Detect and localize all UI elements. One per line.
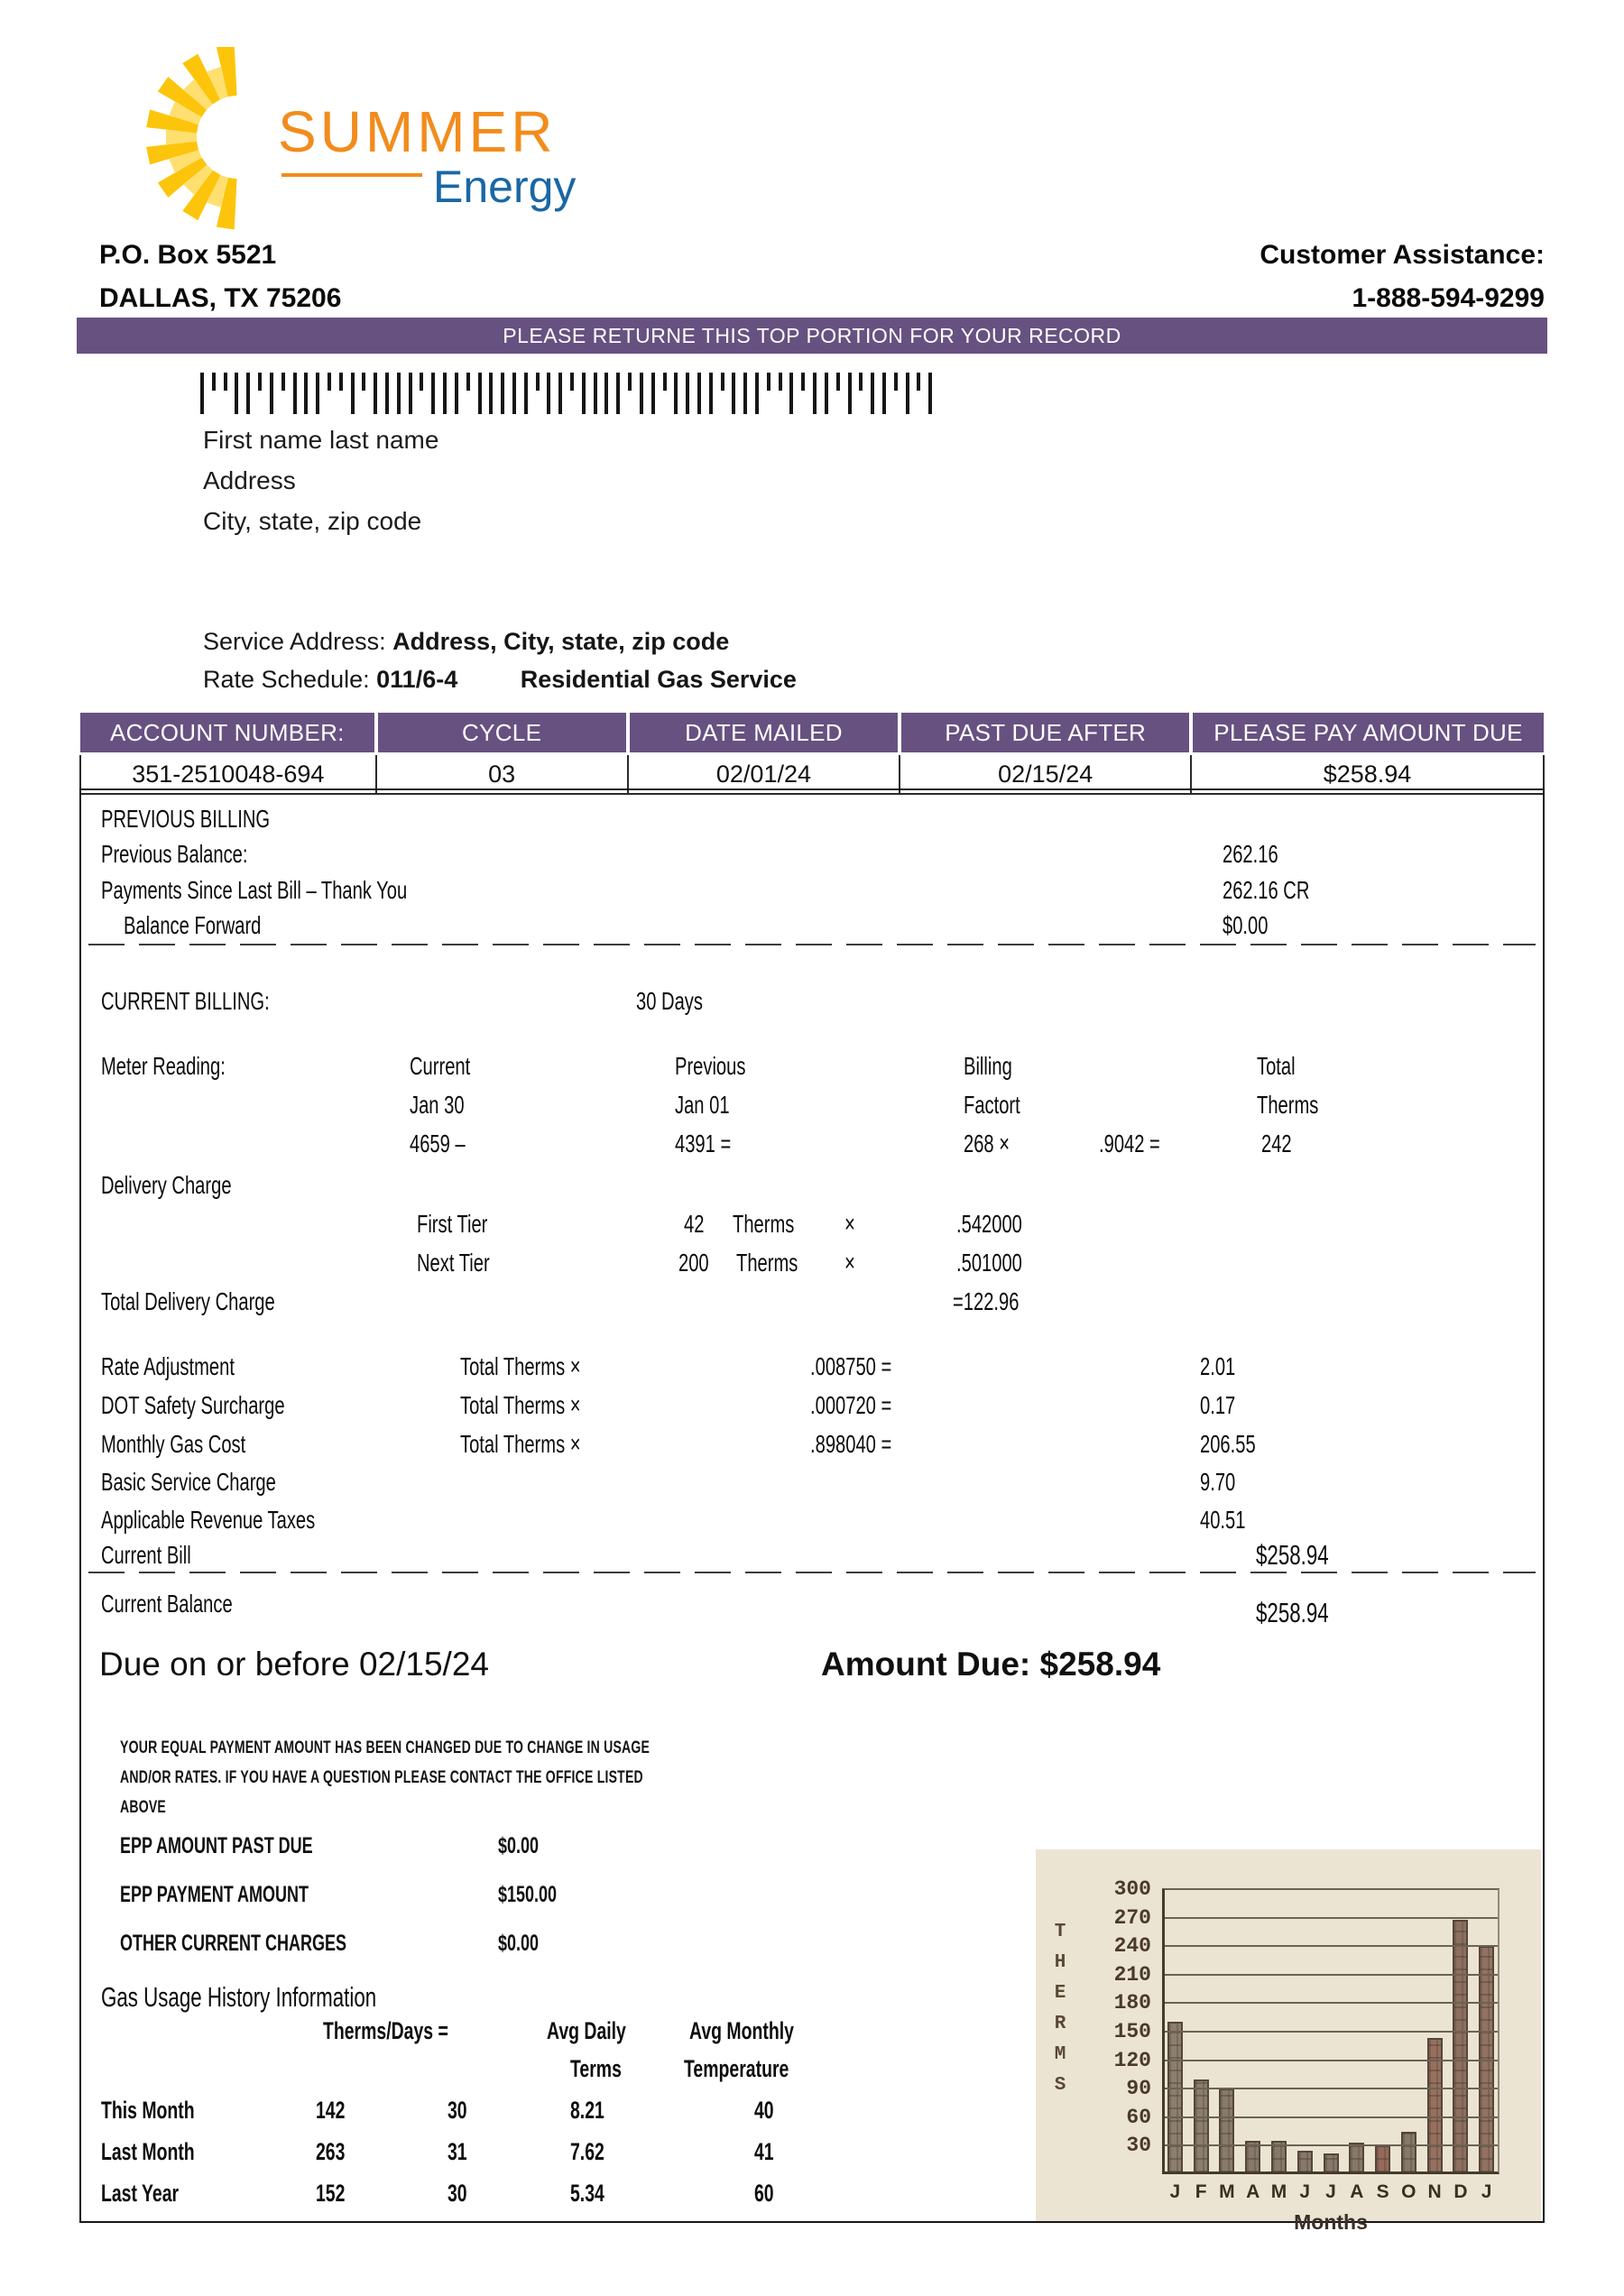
monthly-gas-rate: .898040 = xyxy=(810,1430,892,1458)
barcode-bar xyxy=(512,373,516,414)
summer-energy-logo xyxy=(101,47,588,236)
chart-bar xyxy=(1297,2151,1313,2174)
chart-gridline xyxy=(1162,1888,1499,1890)
x-tick-label: M xyxy=(1219,2181,1235,2202)
monthly-gas-label: Monthly Gas Cost xyxy=(101,1430,246,1458)
recipient-name: First name last name xyxy=(203,426,439,454)
barcode-bar xyxy=(443,373,447,414)
chart-bar xyxy=(1349,2143,1364,2174)
basic-service-label: Basic Service Charge xyxy=(101,1468,276,1496)
due-date-line: Due on or before 02/15/24 xyxy=(99,1646,489,1683)
y-tick-label: 120 xyxy=(1113,2048,1151,2072)
x-tick-label: J xyxy=(1169,2181,1181,2202)
previous-balance-label: Previous Balance: xyxy=(101,840,248,868)
barcode-bar xyxy=(328,373,331,391)
account-header-cycle: CYCLE xyxy=(376,713,628,754)
billing-usage-value: 268 × xyxy=(964,1130,1010,1157)
chart-bar xyxy=(1375,2145,1390,2174)
first-tier-times: × xyxy=(844,1210,855,1238)
rate-schedule-label: Rate Schedule: xyxy=(203,666,370,693)
section-divider xyxy=(88,1572,1536,1573)
barcode-bar xyxy=(594,373,597,414)
chart-gridline xyxy=(1162,2116,1499,2118)
barcode-bar xyxy=(281,373,285,391)
x-tick-label: J xyxy=(1325,2181,1336,2202)
amount-due: Amount Due: $258.94 xyxy=(821,1646,1161,1683)
chart-gridline xyxy=(1162,2088,1499,2089)
epp-notice-line: YOUR EQUAL PAYMENT AMOUNT HAS BEEN CHANGED DUE TO CHANGE IN USAGE xyxy=(120,1738,651,1757)
revenue-taxes-label: Applicable Revenue Taxes xyxy=(101,1506,316,1534)
meter-previous-date: Jan 01 xyxy=(675,1091,730,1119)
y-tick-label: 60 xyxy=(1126,2105,1151,2129)
revenue-taxes-amount: 40.51 xyxy=(1200,1506,1246,1534)
chart-gridline xyxy=(1162,1945,1499,1947)
x-tick-label: N xyxy=(1427,2181,1442,2202)
usage-chart xyxy=(1036,1849,1541,2234)
barcode-bar xyxy=(304,373,308,414)
barcode-bar xyxy=(743,373,747,414)
barcode-bar xyxy=(651,373,655,414)
y-tick-label: 90 xyxy=(1126,2077,1151,2101)
x-tick-label: F xyxy=(1195,2181,1207,2202)
usage-row-label: Last Month xyxy=(101,2138,195,2165)
balance-forward-amount: $0.00 xyxy=(1223,911,1269,939)
epp-past-due-label: EPP AMOUNT PAST DUE xyxy=(120,1833,313,1858)
monthly-gas-mult: Total Therms × xyxy=(460,1430,581,1458)
next-tier-unit: Therms xyxy=(736,1249,798,1277)
barcode-bar xyxy=(374,373,377,414)
barcode-bar xyxy=(732,373,735,414)
barcode-bar xyxy=(235,373,238,414)
barcode-bar xyxy=(640,373,643,414)
epp-notice-line: ABOVE xyxy=(120,1797,167,1817)
sun-rays-icon xyxy=(146,47,241,229)
account-value-date-mailed: 02/01/24 xyxy=(628,754,900,795)
y-tick-label: 150 xyxy=(1113,2020,1151,2043)
barcode-bar xyxy=(686,373,689,414)
current-bill-label: Current Bill xyxy=(101,1541,191,1569)
y-tick-label: 210 xyxy=(1113,1962,1151,1987)
y-axis-label-letter: S xyxy=(1054,2075,1066,2096)
dot-surcharge-mult: Total Therms × xyxy=(460,1391,581,1419)
barcode-bar xyxy=(409,373,412,414)
sender-po-box: P.O. Box 5521 xyxy=(99,240,277,270)
usage-row-avg-temp: 40 xyxy=(754,2097,774,2124)
epp-notice-line: AND/OR RATES. IF YOU HAVE A QUESTION PLEASE CONTACT THE OFFICE LISTED xyxy=(120,1767,643,1787)
col-total: Total xyxy=(1257,1052,1296,1080)
barcode-bar xyxy=(906,373,909,414)
brand-word-top: SUMMER xyxy=(278,99,557,164)
meter-current-value: 4659 – xyxy=(410,1130,466,1157)
chart-gridline xyxy=(1162,1917,1499,1919)
chart-bar xyxy=(1453,1920,1468,2174)
barcode-bar xyxy=(466,373,470,391)
usage-row-avg-daily: 8.21 xyxy=(570,2097,604,2124)
usage-header-terms: Terms xyxy=(570,2055,622,2082)
x-axis-label: Months xyxy=(1294,2210,1368,2234)
next-tier-times: × xyxy=(844,1249,855,1277)
x-tick-label: O xyxy=(1401,2181,1416,2202)
barcode-bar xyxy=(455,373,458,414)
account-header-amount-due: PLEASE PAY AMOUNT DUE xyxy=(1191,713,1544,754)
barcode xyxy=(200,373,933,416)
col-current: Current xyxy=(410,1052,471,1080)
barcode-bar xyxy=(604,373,608,414)
barcode-bar xyxy=(293,373,297,414)
account-value-number: 351-2510048-694 xyxy=(80,754,376,795)
total-therms-label: Therms xyxy=(1257,1091,1319,1119)
usage-row-days: 30 xyxy=(448,2180,467,2207)
usage-row-days: 30 xyxy=(448,2097,467,2124)
current-bill-amount: $258.94 xyxy=(1256,1539,1329,1571)
usage-row-avg-temp: 60 xyxy=(754,2180,774,2207)
total-delivery-value: =122.96 xyxy=(953,1287,1020,1315)
barcode-bar xyxy=(674,373,678,414)
first-tier-unit: Therms xyxy=(733,1210,795,1238)
dot-surcharge-rate: .000720 = xyxy=(810,1391,892,1419)
y-tick-label: 240 xyxy=(1113,1934,1151,1959)
previous-balance-amount: 262.16 xyxy=(1223,840,1278,868)
sender-city: DALLAS, TX 75206 xyxy=(99,283,342,313)
rate-adjustment-mult: Total Therms × xyxy=(460,1352,581,1380)
chart-bar xyxy=(1401,2132,1416,2174)
usage-row-avg-temp: 41 xyxy=(754,2138,774,2165)
rate-adjustment-label: Rate Adjustment xyxy=(101,1352,235,1380)
rate-adjustment-rate: .008750 = xyxy=(810,1352,892,1380)
y-axis-label-letter: M xyxy=(1054,2044,1066,2065)
billing-factor-label: Factort xyxy=(964,1091,1020,1119)
barcode-bar xyxy=(697,373,701,414)
chart-bar xyxy=(1194,2079,1209,2174)
barcode-bar xyxy=(663,373,667,391)
usage-header-avg-monthly: Avg Monthly xyxy=(689,2017,794,2044)
account-value-cycle: 03 xyxy=(376,754,628,795)
chart-gridline xyxy=(1162,2060,1499,2061)
barcode-bar xyxy=(246,373,250,414)
account-header-past-due: PAST DUE AFTER xyxy=(900,713,1191,754)
barcode-bar xyxy=(316,373,319,414)
usage-row-therms: 142 xyxy=(316,2097,346,2124)
barcode-bar xyxy=(558,373,562,414)
y-axis-label-letter: T xyxy=(1054,1922,1066,1942)
assistance-phone: 1-888-594-9299 xyxy=(1352,283,1545,313)
first-tier-rate: .542000 xyxy=(956,1210,1022,1238)
barcode-bar xyxy=(524,373,528,414)
recipient-city: City, state, zip code xyxy=(203,507,422,535)
barcode-bar xyxy=(351,373,355,414)
next-tier-rate: .501000 xyxy=(956,1249,1022,1277)
meter-reading-label: Meter Reading: xyxy=(101,1052,226,1080)
barcode-bar xyxy=(547,373,550,414)
payments-label: Payments Since Last Bill – Thank You xyxy=(101,876,408,904)
account-header-number: ACCOUNT NUMBER: xyxy=(80,713,376,754)
chart-bar xyxy=(1324,2153,1339,2174)
barcode-bar xyxy=(825,373,828,414)
usage-row-therms: 263 xyxy=(316,2138,346,2165)
epp-past-due-value: $0.00 xyxy=(498,1833,540,1858)
barcode-bar xyxy=(582,373,586,414)
previous-billing-title: PREVIOUS BILLING xyxy=(101,805,271,833)
first-tier-label: First Tier xyxy=(417,1210,488,1238)
service-address-value: Address, City, state, zip code xyxy=(392,628,730,655)
account-header-date-mailed: DATE MAILED xyxy=(628,713,900,754)
barcode-bar xyxy=(882,373,886,414)
chart-gridline xyxy=(1162,2144,1499,2146)
usage-header-avg-daily: Avg Daily xyxy=(547,2017,626,2044)
x-tick-label: A xyxy=(1350,2181,1364,2202)
rate-adjustment-amount: 2.01 xyxy=(1200,1352,1236,1380)
billing-factor-value: .9042 = xyxy=(1099,1130,1160,1157)
barcode-bar xyxy=(709,373,713,414)
barcode-bar xyxy=(224,373,227,391)
barcode-bar xyxy=(836,373,840,391)
usage-row-avg-daily: 5.34 xyxy=(570,2180,604,2207)
barcode-bar xyxy=(813,373,817,414)
barcode-bar xyxy=(917,373,920,391)
barcode-bar xyxy=(489,373,493,414)
billing-days: 30 Days xyxy=(636,987,703,1015)
y-axis-label-letter: E xyxy=(1054,1983,1066,2004)
total-therms-value: 242 xyxy=(1261,1130,1292,1157)
account-value-past-due: 02/15/24 xyxy=(900,754,1191,795)
rate-schedule-line xyxy=(203,666,797,694)
barcode-bar xyxy=(258,373,262,391)
barcode-bar xyxy=(779,373,782,391)
barcode-bar xyxy=(536,373,540,391)
next-tier-label: Next Tier xyxy=(417,1249,490,1277)
next-tier-qty: 200 xyxy=(678,1249,709,1277)
dot-surcharge-amount: 0.17 xyxy=(1200,1391,1236,1419)
rate-schedule-desc: Residential Gas Service xyxy=(520,666,797,693)
barcode-bar xyxy=(339,373,343,391)
meter-current-date: Jan 30 xyxy=(410,1091,465,1119)
y-tick-label: 180 xyxy=(1113,1991,1151,2015)
y-tick-label: 30 xyxy=(1126,2134,1151,2158)
payments-amount: 262.16 CR xyxy=(1223,876,1310,904)
x-tick-label: J xyxy=(1299,2181,1311,2202)
current-billing-title: CURRENT BILLING: xyxy=(101,987,270,1015)
barcode-bar xyxy=(362,373,365,391)
barcode-bar xyxy=(801,373,805,391)
barcode-bar xyxy=(420,373,423,391)
usage-row-days: 31 xyxy=(448,2138,467,2165)
barcode-bar xyxy=(789,373,793,414)
x-tick-label: A xyxy=(1246,2181,1260,2202)
service-address-line xyxy=(203,628,729,656)
meter-previous-value: 4391 = xyxy=(675,1130,732,1157)
x-tick-label: M xyxy=(1270,2181,1287,2202)
chart-gridline xyxy=(1162,1974,1499,1976)
barcode-bar xyxy=(767,373,770,391)
usage-row-label: Last Year xyxy=(101,2180,180,2207)
chart-bar xyxy=(1219,2089,1234,2174)
barcode-bar xyxy=(628,373,632,391)
usage-header-temperature: Temperature xyxy=(684,2055,789,2082)
chart-bar xyxy=(1167,2022,1183,2174)
barcode-bar xyxy=(385,373,389,414)
y-axis-label-letter: H xyxy=(1054,1952,1066,1973)
barcode-bar xyxy=(755,373,759,414)
basic-service-amount: 9.70 xyxy=(1200,1468,1236,1496)
current-balance-label: Current Balance xyxy=(101,1590,233,1618)
other-charges-label: OTHER CURRENT CHARGES xyxy=(120,1931,347,1956)
usage-row-therms: 152 xyxy=(316,2180,346,2207)
barcode-bar xyxy=(871,373,874,414)
total-delivery-label: Total Delivery Charge xyxy=(101,1287,275,1315)
barcode-bar xyxy=(270,373,273,414)
balance-forward-label: Balance Forward xyxy=(124,911,262,939)
barcode-bar xyxy=(570,373,574,391)
assistance-label: Customer Assistance: xyxy=(1260,240,1545,270)
x-tick-label: S xyxy=(1376,2181,1389,2202)
barcode-bar xyxy=(200,373,204,414)
other-charges-value: $0.00 xyxy=(498,1931,540,1956)
barcode-bar xyxy=(501,373,504,414)
y-tick-label: 270 xyxy=(1113,1905,1151,1930)
chart-gridline xyxy=(1162,2002,1499,2004)
barcode-bar xyxy=(431,373,435,414)
delivery-charge-label: Delivery Charge xyxy=(101,1171,232,1199)
barcode-bar xyxy=(928,373,932,414)
recipient-address: Address xyxy=(203,466,296,494)
barcode-bar xyxy=(848,373,852,414)
barcode-bar xyxy=(212,373,216,391)
barcode-bar xyxy=(894,373,898,391)
dot-surcharge-label: DOT Safety Surcharge xyxy=(101,1391,285,1419)
brand-word-bottom: Energy xyxy=(433,161,577,212)
return-banner: PLEASE RETURNE THIS TOP PORTION FOR YOUR RECORD xyxy=(77,318,1547,354)
usage-row-avg-daily: 7.62 xyxy=(570,2138,604,2165)
barcode-bar xyxy=(397,373,401,414)
y-axis-label-letter: R xyxy=(1054,2014,1066,2034)
section-divider xyxy=(88,944,1536,945)
chart-gridline xyxy=(1162,2031,1499,2033)
usage-history-title: Gas Usage History Information xyxy=(101,1981,377,2013)
x-tick-label: D xyxy=(1453,2181,1468,2202)
epp-payment-label: EPP PAYMENT AMOUNT xyxy=(120,1882,309,1907)
service-address-label: Service Address: xyxy=(203,628,386,655)
y-tick-label: 300 xyxy=(1113,1877,1151,1901)
monthly-gas-amount: 206.55 xyxy=(1200,1430,1256,1458)
barcode-bar xyxy=(721,373,724,391)
x-tick-label: J xyxy=(1481,2181,1492,2202)
usage-header-therms-days: Therms/Days = xyxy=(323,2017,448,2044)
barcode-bar xyxy=(859,373,863,391)
barcode-bar xyxy=(616,373,620,414)
rate-schedule-code: 011/6-4 xyxy=(376,666,458,693)
account-table xyxy=(79,713,1545,795)
barcode-bar xyxy=(478,373,482,414)
first-tier-qty: 42 xyxy=(684,1210,705,1238)
col-billing: Billing xyxy=(964,1052,1012,1080)
col-previous: Previous xyxy=(675,1052,746,1080)
account-value-amount-due: $258.94 xyxy=(1191,754,1544,795)
usage-row-label: This Month xyxy=(101,2097,195,2124)
current-balance-amount: $258.94 xyxy=(1256,1597,1329,1628)
epp-payment-value: $150.00 xyxy=(498,1882,558,1907)
